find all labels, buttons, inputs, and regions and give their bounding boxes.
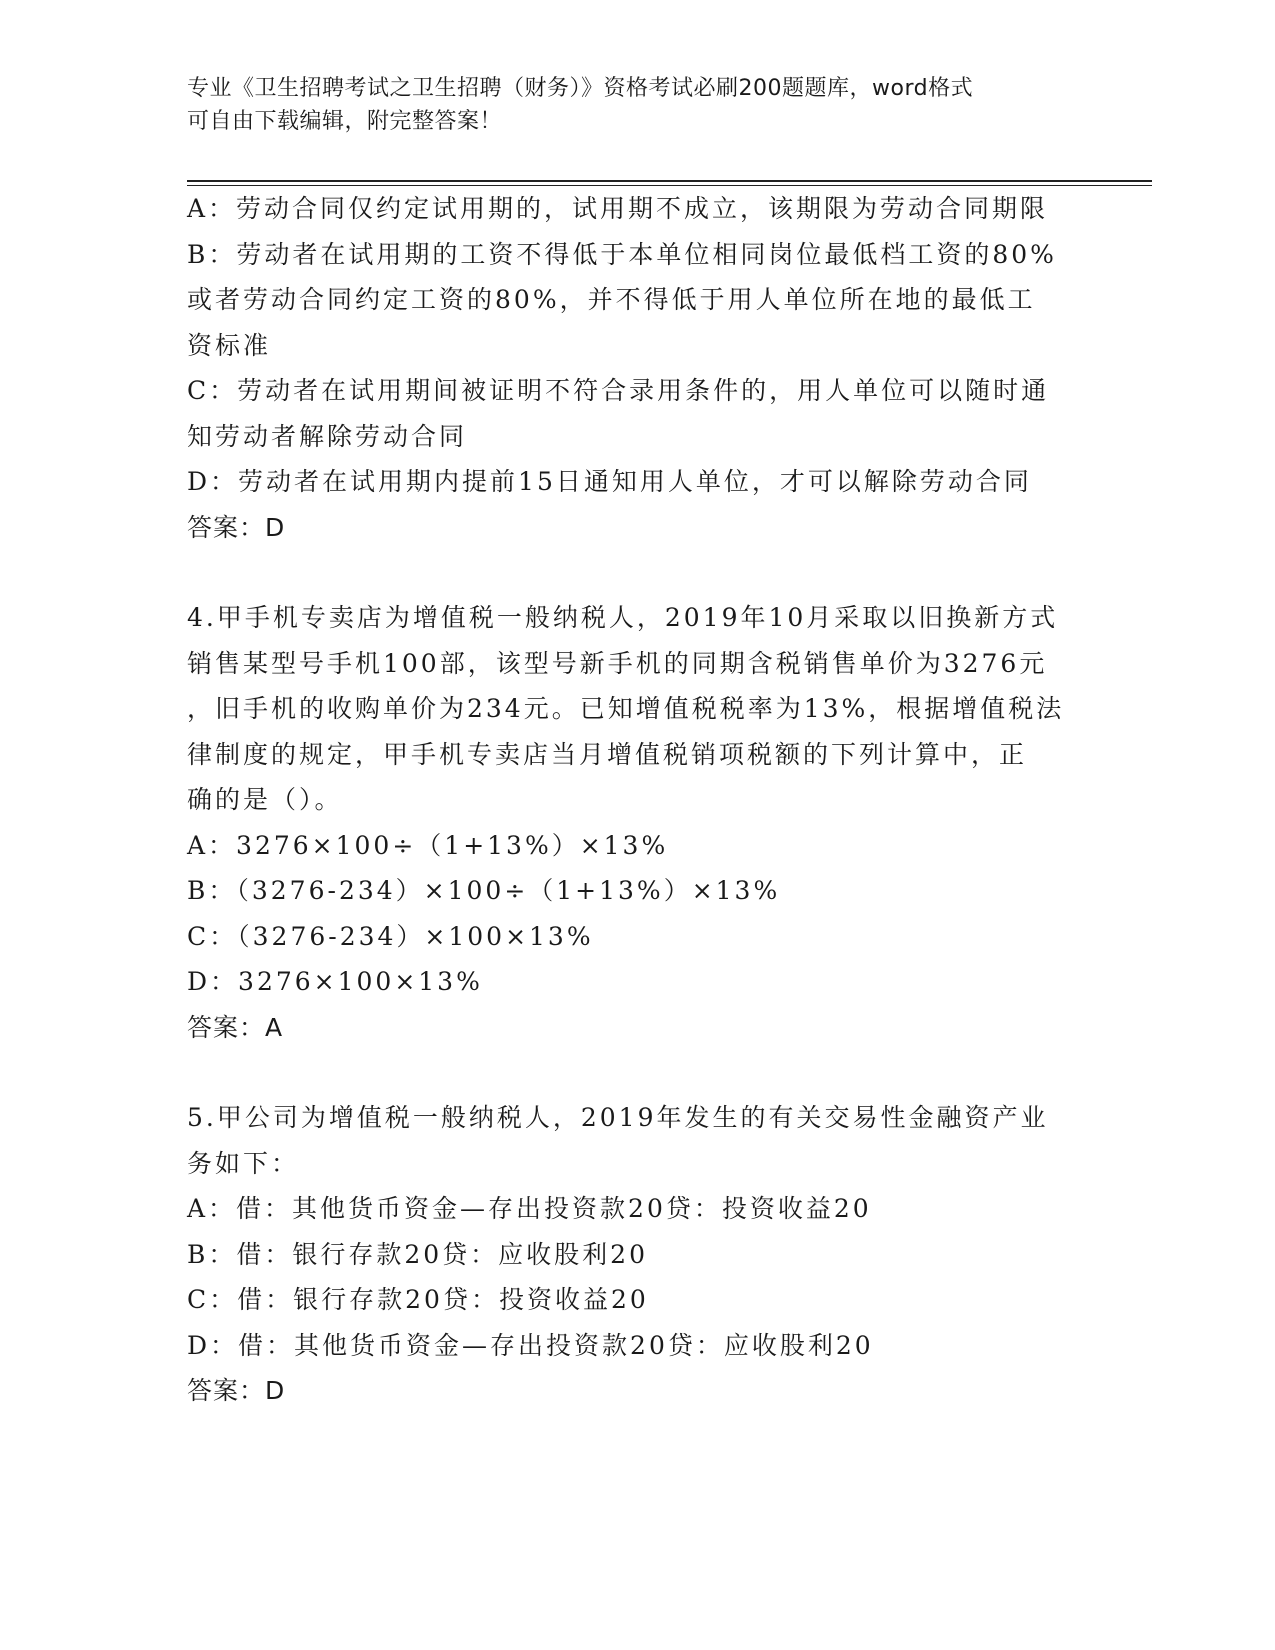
q3-option-a: A：劳动合同仅约定试用期的，试用期不成立，该期限为劳动合同期限 xyxy=(187,194,1049,223)
question-3-block xyxy=(187,186,1082,550)
q4-option-d: D：3276×100×13% xyxy=(187,967,483,996)
q4-stem-line-5: 确的是（）。 xyxy=(187,785,343,814)
q3-option-b-line-1: B：劳动者在试用期的工资不得低于本单位相同岗位最低档工资的80% xyxy=(187,239,1057,269)
q4-option-b: B：（3276-234）×100÷（1+13%）×13% xyxy=(187,876,781,905)
q4-answer: 答案：A xyxy=(187,1012,284,1042)
q4-stem-line-2: 销售某型号手机100部，该型号新手机的同期含税销售单价为3276元 xyxy=(187,648,1048,678)
header-line-2: 可自由下载编辑，附完整答案！ xyxy=(187,109,503,134)
q5-answer: 答案：D xyxy=(187,1376,286,1405)
page-header xyxy=(187,72,1067,138)
q4-stem-line-4: 律制度的规定，甲手机专卖店当月增值税销项税额的下列计算中，正 xyxy=(187,739,1028,769)
q5-option-b: B：借：银行存款20贷：应收股利20 xyxy=(187,1239,648,1269)
q5-stem-line-2: 务如下： xyxy=(187,1148,300,1178)
document-body xyxy=(187,186,1082,1414)
header-line-1: 专业《卫生招聘考试之卫生招聘（财务）》资格考试必刷200题题库，word格式 xyxy=(187,76,974,101)
spacer xyxy=(187,550,1082,595)
q4-option-a: A：3276×100÷（1+13%）×13% xyxy=(187,830,669,860)
question-5-block xyxy=(187,1095,1082,1414)
header-divider-thick xyxy=(187,180,1152,182)
q5-option-c: C：借：银行存款20贷：投资收益20 xyxy=(187,1285,649,1314)
q3-option-c-line-2: 知劳动者解除劳动合同 xyxy=(187,421,468,451)
q4-option-c: C：（3276-234）×100×13% xyxy=(187,921,594,951)
q5-option-a: A：借：其他货币资金—存出投资款20贷：投资收益20 xyxy=(187,1194,872,1223)
spacer xyxy=(187,1050,1082,1095)
q4-stem-line-1: 4.甲手机专卖店为增值税一般纳税人，2019年10月采取以旧换新方式 xyxy=(187,603,1059,632)
q5-option-d: D：借：其他货币资金—存出投资款20贷：应收股利20 xyxy=(187,1330,874,1360)
q4-stem-line-3: ，旧手机的收购单价为234元。已知增值税税率为13%，根据增值税法 xyxy=(187,694,1065,723)
q3-answer: 答案：D xyxy=(187,512,286,542)
q3-option-b-line-3: 资标准 xyxy=(187,330,272,360)
question-4-block xyxy=(187,595,1082,1050)
q5-stem-line-1: 5.甲公司为增值税一般纳税人，2019年发生的有关交易性金融资产业 xyxy=(187,1103,1049,1132)
q3-option-d: D：劳动者在试用期内提前15日通知用人单位，才可以解除劳动合同 xyxy=(187,467,1032,496)
q3-option-c-line-1: C：劳动者在试用期间被证明不符合录用条件的，用人单位可以随时通 xyxy=(187,376,1050,405)
q3-option-b-line-2: 或者劳动合同约定工资的80%，并不得低于用人单位所在地的最低工 xyxy=(187,285,1036,314)
